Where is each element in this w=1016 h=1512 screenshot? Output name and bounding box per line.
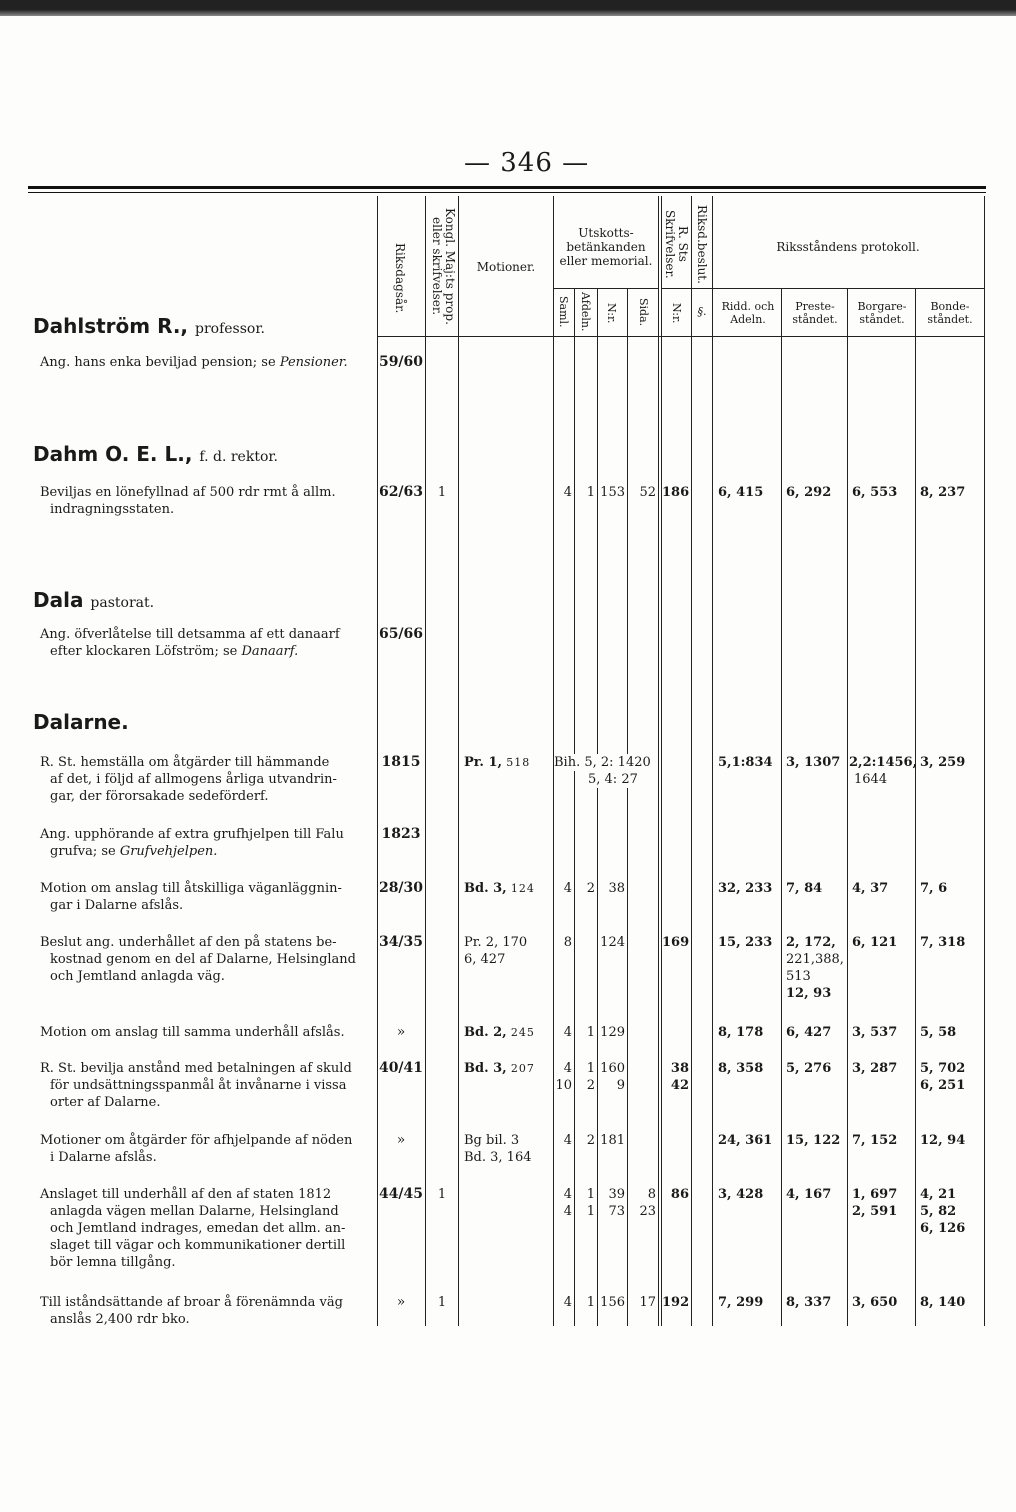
entry-2-afd: 1 bbox=[586, 485, 595, 500]
entry-11-kongl: 1 bbox=[437, 1187, 447, 1202]
entry-7-preste3: 513 bbox=[786, 969, 811, 984]
entry-10-year: » bbox=[396, 1132, 406, 1148]
entry-3-line2-text: efter klockaren Löfström; se bbox=[50, 644, 242, 659]
header-afdeln: Afdeln. bbox=[579, 292, 592, 332]
entry-3-line2 bbox=[40, 643, 374, 660]
entry-11-desc bbox=[40, 1186, 374, 1271]
entry-10-afd: 2 bbox=[586, 1133, 595, 1148]
entry-11-line2: anlagda vägen mellan Dalarne, Helsingland bbox=[50, 1204, 339, 1219]
entry-9-afd2: 2 bbox=[586, 1078, 595, 1093]
entry-4-year: 1815 bbox=[381, 754, 421, 770]
top-rule-thin bbox=[28, 192, 986, 193]
entry-7-year: 34/35 bbox=[378, 934, 424, 950]
col-line-sida-right-double bbox=[661, 196, 662, 1326]
entry-8-afd: 1 bbox=[586, 1025, 595, 1040]
entry-6-nr: 38 bbox=[608, 881, 625, 896]
entry-3-line1: Ang. öfverlåtelse till detsamma af ett danaarf bbox=[40, 627, 340, 642]
entry-6-bonde: 7, 6 bbox=[920, 881, 948, 896]
entry-9-rsts1: 38 bbox=[670, 1061, 689, 1076]
header-sida: Sida. bbox=[637, 298, 650, 327]
entry-6-motion bbox=[464, 880, 535, 897]
heading-dalarne-name: Dalarne. bbox=[33, 710, 129, 734]
entry-4-preste: 3, 1307 bbox=[786, 755, 841, 770]
entry-12-bonde: 8, 140 bbox=[920, 1295, 966, 1310]
entry-11-afd1: 1 bbox=[586, 1187, 595, 1202]
entry-3-desc bbox=[40, 626, 374, 660]
entry-7-line1: Beslut ang. underhållet af den på statens be- bbox=[40, 935, 337, 950]
entry-10-nr: 181 bbox=[600, 1133, 625, 1148]
entry-6-ridd: 32, 233 bbox=[718, 881, 773, 896]
entry-11-rsts: 86 bbox=[670, 1187, 689, 1202]
entry-12-kongl: 1 bbox=[437, 1295, 447, 1310]
entry-4-motion-a: Pr. 1, bbox=[464, 755, 503, 770]
entry-11-line1: Anslaget till underhåll af den af staten 1812 bbox=[40, 1187, 332, 1202]
entry-2-ridd: 6, 415 bbox=[718, 485, 764, 500]
entry-12-nr: 156 bbox=[600, 1295, 625, 1310]
entry-4-utsk2: 5, 4: 27 bbox=[588, 772, 638, 787]
entry-8-ridd: 8, 178 bbox=[718, 1025, 764, 1040]
entry-2-borgare: 6, 553 bbox=[852, 485, 898, 500]
heading-dahm bbox=[33, 442, 278, 466]
entry-4-line3: gar, der förorsakade sedeförderf. bbox=[50, 789, 269, 804]
entry-12-line2: anslås 2,400 rdr bko. bbox=[50, 1312, 190, 1327]
entry-7-desc bbox=[40, 934, 374, 985]
entry-6-motion-b: 124 bbox=[510, 882, 535, 895]
col-line-kongl-right bbox=[458, 196, 459, 1326]
entry-2-line1: Beviljas en lönefyllnad af 500 rdr rmt å allm. bbox=[40, 485, 336, 500]
entry-7-ridd: 15, 233 bbox=[718, 935, 773, 950]
scan-top-edge bbox=[0, 0, 1016, 16]
entry-11-borgare1: 1, 697 bbox=[852, 1187, 898, 1202]
entry-11-year: 44/45 bbox=[378, 1186, 424, 1202]
header-riksdbeslut: Riksd.beslut. bbox=[695, 205, 709, 284]
entry-12-ridd: 7, 299 bbox=[718, 1295, 764, 1310]
entry-11-saml2: 4 bbox=[563, 1204, 572, 1219]
entry-12-borgare: 3, 650 bbox=[852, 1295, 898, 1310]
entry-9-nr1: 160 bbox=[600, 1061, 625, 1076]
entry-9-borgare: 3, 287 bbox=[852, 1061, 898, 1076]
entry-5-year: 1823 bbox=[381, 826, 421, 842]
entry-9-afd1: 1 bbox=[586, 1061, 595, 1076]
entry-11-line5: bör lemna tillgång. bbox=[50, 1255, 176, 1270]
entry-2-kongl: 1 bbox=[437, 485, 447, 500]
entry-12-sida: 17 bbox=[639, 1295, 656, 1310]
entry-9-saml1: 4 bbox=[563, 1061, 572, 1076]
header-riksstandens: Riksståndens protokoll. bbox=[776, 240, 920, 254]
entry-7-line3: och Jemtland anlagda väg. bbox=[50, 969, 225, 984]
heading-dala-title: pastorat. bbox=[90, 595, 155, 611]
entry-4-motion bbox=[464, 754, 530, 771]
entry-8-borgare: 3, 537 bbox=[852, 1025, 898, 1040]
entry-9-year: 40/41 bbox=[378, 1060, 424, 1076]
entry-9-saml2: 10 bbox=[555, 1078, 572, 1093]
entry-10-motion-a: Bg bil. 3 bbox=[464, 1133, 520, 1148]
entry-10-saml: 4 bbox=[563, 1133, 572, 1148]
entry-1-desc-text: Ang. hans enka beviljad pension; se bbox=[40, 355, 280, 370]
entry-9-line3: orter af Dalarne. bbox=[50, 1095, 161, 1110]
entry-2-sida: 52 bbox=[639, 485, 656, 500]
header-saml: Saml. bbox=[557, 296, 570, 328]
entry-11-borgare2: 2, 591 bbox=[852, 1204, 898, 1219]
entry-10-preste: 15, 122 bbox=[786, 1133, 841, 1148]
entry-10-borgare: 7, 152 bbox=[852, 1133, 898, 1148]
entry-10-line2: i Dalarne afslås. bbox=[50, 1150, 157, 1165]
header-utskotts: Utskotts-betänkanden eller memorial. bbox=[559, 226, 653, 268]
page-number: — 346 — bbox=[464, 148, 590, 178]
heading-dala bbox=[33, 588, 154, 612]
entry-1-year: 59/60 bbox=[378, 354, 424, 370]
col-line-riksdag-right bbox=[425, 196, 426, 1326]
col-line-sida-right bbox=[658, 196, 659, 1326]
entry-7-motion-b: 6, 427 bbox=[464, 952, 506, 967]
top-rule bbox=[28, 186, 986, 189]
entry-6-afd: 2 bbox=[586, 881, 595, 896]
entry-4-borgare2: 1644 bbox=[854, 772, 888, 787]
entry-8-nr: 129 bbox=[600, 1025, 625, 1040]
entry-2-bonde: 8, 237 bbox=[920, 485, 966, 500]
entry-8-year: » bbox=[396, 1024, 406, 1040]
entry-12-line1: Till iståndsättande af broar å förenämnda väg bbox=[40, 1295, 343, 1310]
entry-6-motion-a: Bd. 3, bbox=[464, 881, 507, 896]
entry-2-saml: 4 bbox=[563, 485, 572, 500]
entry-5-line2-text: grufva; se bbox=[50, 844, 120, 859]
entry-7-borgare: 6, 121 bbox=[852, 935, 898, 950]
entry-4-desc bbox=[40, 754, 374, 805]
col-line-nr-right bbox=[627, 288, 628, 1326]
entry-6-preste: 7, 84 bbox=[786, 881, 823, 896]
entry-11-afd2: 1 bbox=[586, 1204, 595, 1219]
entry-10-line1: Motioner om åtgärder för afhjelpande af nöden bbox=[40, 1133, 353, 1148]
entry-11-preste: 4, 167 bbox=[786, 1187, 832, 1202]
col-line-para-right bbox=[712, 196, 713, 1326]
col-line-bonde-right bbox=[984, 196, 985, 1326]
heading-dahm-title: f. d. rektor. bbox=[199, 449, 278, 465]
entry-8-motion-a: Bd. 2, bbox=[464, 1025, 507, 1040]
entry-8-preste: 6, 427 bbox=[786, 1025, 832, 1040]
entry-7-motion-a: Pr. 2, 170 bbox=[464, 935, 528, 950]
entry-4-utsk1: Bih. 5, 2: 1420 bbox=[554, 754, 658, 771]
entry-9-desc bbox=[40, 1060, 374, 1111]
heading-dahm-name: Dahm O. E. L., bbox=[33, 442, 193, 466]
entry-8-saml: 4 bbox=[563, 1025, 572, 1040]
entry-4-line2: af det, i följd af allmogens årliga utvandrin- bbox=[50, 772, 337, 787]
entry-9-motion bbox=[464, 1060, 535, 1077]
entry-7-preste2: 221,388, bbox=[786, 952, 844, 967]
entry-12-year: » bbox=[396, 1294, 406, 1310]
entry-9-bonde1: 5, 702 bbox=[920, 1061, 966, 1076]
entry-5-line2 bbox=[40, 843, 374, 860]
entry-8-line1: Motion om anslag till samma underhåll afslås. bbox=[40, 1025, 345, 1040]
header-preste: Preste-ståndet. bbox=[792, 300, 838, 326]
entry-11-ridd: 3, 428 bbox=[718, 1187, 764, 1202]
entry-9-preste: 5, 276 bbox=[786, 1061, 832, 1076]
col-line-preste-right bbox=[847, 288, 848, 1326]
entry-12-saml: 4 bbox=[563, 1295, 572, 1310]
entry-9-nr2: 9 bbox=[616, 1078, 625, 1093]
entry-10-ridd: 24, 361 bbox=[718, 1133, 773, 1148]
entry-8-desc bbox=[40, 1024, 374, 1041]
entry-11-line4: slaget till vägar och kommunikationer dertill bbox=[50, 1238, 346, 1253]
header-motioner: Motioner. bbox=[476, 260, 536, 274]
entry-11-nr1: 39 bbox=[608, 1187, 625, 1202]
entry-11-saml1: 4 bbox=[563, 1187, 572, 1202]
entry-4-motion-b: 518 bbox=[506, 756, 531, 769]
entry-11-line3: och Jemtland indrages, emedan det allm. an- bbox=[50, 1221, 346, 1236]
entry-2-rsts: 186 bbox=[662, 485, 690, 500]
entry-12-preste: 8, 337 bbox=[786, 1295, 832, 1310]
entry-9-motion-b: 207 bbox=[510, 1062, 535, 1075]
entry-2-nr: 153 bbox=[600, 485, 625, 500]
header-rsts: R. Sts Skrifvelser. bbox=[663, 209, 690, 279]
entry-2-line2: indragningsstaten. bbox=[50, 502, 175, 517]
entry-3-ref: Danaarf. bbox=[241, 644, 299, 659]
col-line-saml-right bbox=[574, 288, 575, 1326]
header-ridd: Ridd. och Adeln. bbox=[721, 300, 775, 326]
entry-6-desc bbox=[40, 880, 374, 914]
heading-dahlstrom-name: Dahlström R., bbox=[33, 314, 189, 338]
header-riksdagsar: Riksdagsår. bbox=[393, 242, 407, 314]
entry-9-line2: för undsättningsspanmål åt invånarne i vissa bbox=[50, 1078, 347, 1093]
entry-7-line2: kostnad genom en del af Dalarne, Helsingland bbox=[50, 952, 356, 967]
entry-3-year: 65/66 bbox=[378, 626, 424, 642]
header-para: §. bbox=[697, 305, 707, 318]
entry-2-year: 62/63 bbox=[378, 484, 424, 500]
entry-7-preste1: 2, 172, bbox=[786, 935, 836, 950]
entry-12-rsts: 192 bbox=[662, 1295, 690, 1310]
heading-dahlstrom-title: professor. bbox=[195, 321, 265, 337]
entry-9-motion-a: Bd. 3, bbox=[464, 1061, 507, 1076]
entry-7-bonde: 7, 318 bbox=[920, 935, 966, 950]
header-bottom-line bbox=[377, 336, 984, 337]
entry-10-motion-b: Bd. 3, 164 bbox=[464, 1150, 532, 1165]
entry-9-rsts2: 42 bbox=[670, 1078, 689, 1093]
entry-2-preste: 6, 292 bbox=[786, 485, 832, 500]
entry-9-bonde2: 6, 251 bbox=[920, 1078, 966, 1093]
entry-7-nr: 124 bbox=[600, 935, 625, 950]
entry-1-ref: Pensioner. bbox=[279, 355, 348, 370]
entry-4-borgare1: 2,2:1456, bbox=[849, 755, 918, 770]
entry-6-saml: 4 bbox=[563, 881, 572, 896]
header-sub-line-protokoll bbox=[712, 288, 984, 289]
entry-4-line1: R. St. hemställa om åtgärder till hämmande bbox=[40, 755, 330, 770]
entry-12-desc bbox=[40, 1294, 374, 1328]
entry-10-desc bbox=[40, 1132, 374, 1166]
entry-11-bonde1: 4, 21 bbox=[920, 1187, 957, 1202]
entry-4-bonde: 3, 259 bbox=[920, 755, 966, 770]
entry-5-line1: Ang. upphörande af extra grufhjelpen till Falu bbox=[40, 827, 344, 842]
header-sub-line-riksd bbox=[661, 288, 712, 289]
entry-11-nr2: 73 bbox=[608, 1204, 625, 1219]
entry-6-line1: Motion om anslag till åtskilliga väganläggnin- bbox=[40, 881, 342, 896]
col-line-afdeln-right bbox=[597, 288, 598, 1326]
heading-dahlstrom bbox=[33, 314, 265, 338]
entry-7-rsts: 169 bbox=[662, 935, 690, 950]
entry-6-year: 28/30 bbox=[378, 880, 424, 896]
entry-11-bonde2: 5, 82 bbox=[920, 1204, 957, 1219]
header-bonde: Bonde-ståndet. bbox=[927, 300, 973, 326]
entry-4-ridd: 5,1:834 bbox=[718, 755, 773, 770]
header-sub-line-utskotts bbox=[553, 288, 658, 289]
entry-5-ref: Grufvehjelpen. bbox=[119, 844, 218, 859]
entry-7-preste4: 12, 93 bbox=[786, 986, 832, 1001]
entry-9-ridd: 8, 358 bbox=[718, 1061, 764, 1076]
entry-5-desc bbox=[40, 826, 374, 860]
col-line-ridd-right bbox=[781, 288, 782, 1326]
entry-8-motion-b: 245 bbox=[510, 1026, 535, 1039]
entry-7-saml: 8 bbox=[563, 935, 572, 950]
entry-1-desc bbox=[40, 354, 374, 371]
col-line-rsts-right bbox=[691, 196, 692, 1326]
entry-10-bonde: 12, 94 bbox=[920, 1133, 966, 1148]
entry-6-borgare: 4, 37 bbox=[852, 881, 889, 896]
heading-dala-name: Dala bbox=[33, 588, 84, 612]
header-nr2: N:r. bbox=[670, 302, 683, 324]
entry-11-sida1: 8 bbox=[647, 1187, 656, 1202]
header-nr1: N:r. bbox=[605, 302, 618, 324]
entry-6-line2: gar i Dalarne afslås. bbox=[50, 898, 184, 913]
header-kongl: Kongl. Maj:ts prop. eller skrifvelser. bbox=[430, 207, 457, 325]
entry-12-afd: 1 bbox=[586, 1295, 595, 1310]
entry-11-bonde3: 6, 126 bbox=[920, 1221, 966, 1236]
entry-2-desc bbox=[40, 484, 374, 518]
entry-11-sida2: 23 bbox=[639, 1204, 656, 1219]
entry-8-motion bbox=[464, 1024, 535, 1041]
col-line-borgare-right bbox=[915, 288, 916, 1326]
header-borgare: Borgare-ståndet. bbox=[857, 300, 907, 326]
entry-8-bonde: 5, 58 bbox=[920, 1025, 957, 1040]
heading-dalarne bbox=[33, 710, 129, 734]
entry-9-line1: R. St. bevilja anstånd med betalningen af skuld bbox=[40, 1061, 352, 1076]
